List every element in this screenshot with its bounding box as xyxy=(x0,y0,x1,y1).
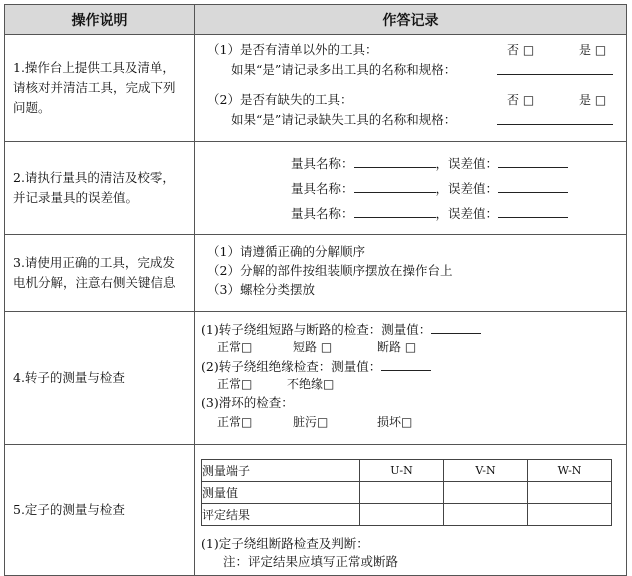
q1-note: 如果“是”请记录多出工具的名称和规格： xyxy=(231,62,457,77)
row-5-instruction: 5.定子的测量与检查 xyxy=(13,502,125,517)
gauge-error-label: ，误差值： xyxy=(435,181,499,196)
row-4-instruction: 4.转子的测量与检查 xyxy=(13,370,125,385)
header-answers: 作答记录 xyxy=(195,5,627,35)
gauge-name-field[interactable] xyxy=(354,179,436,193)
stator-measured-value-row xyxy=(202,482,612,504)
gauge-name-field[interactable] xyxy=(354,204,436,218)
rotor-insulation-label: (2)转子绕组绝缘检查：测量值： xyxy=(201,359,382,374)
worksheet-table xyxy=(4,4,627,576)
q1-extra-tools-field[interactable] xyxy=(497,61,613,75)
stator-col-v-n: V-N xyxy=(444,460,528,482)
header-instructions: 操作说明 xyxy=(5,5,195,35)
rotor-normal-checkbox[interactable]: 正常□ xyxy=(217,340,253,354)
stator-note: 注：评定结果应填写正常或断路 xyxy=(223,554,399,569)
insulation-normal-checkbox[interactable]: 正常□ xyxy=(217,377,253,391)
q2-note: 如果“是”请记录缺失工具的名称和规格： xyxy=(231,112,457,127)
stator-result-row xyxy=(202,504,612,526)
row-3-instruction-cell xyxy=(5,235,195,312)
rotor-short-open-value-field[interactable] xyxy=(431,320,481,334)
stator-measurement-table xyxy=(201,459,612,526)
rotor-open-checkbox[interactable]: 断路 □ xyxy=(377,340,417,354)
row-1-instruction: 1.操作台上提供工具及清单，请核对并清洁工具，完成下列问题。 xyxy=(13,60,176,115)
rotor-insulation-check xyxy=(201,357,431,376)
rotor-short-open-label: (1)转子绕组短路与断路的检查：测量值： xyxy=(201,322,432,337)
stator-col-w-n: W-N xyxy=(528,460,612,482)
gauge-error-field[interactable] xyxy=(498,179,568,193)
gauge-error-field[interactable] xyxy=(498,154,568,168)
row-1-answer-cell xyxy=(195,35,627,142)
disassembly-step-3: （3）螺栓分类摆放 xyxy=(207,282,315,297)
gauge-entry-3 xyxy=(291,204,568,223)
stator-v-n-value-cell[interactable] xyxy=(444,482,528,504)
stator-w-n-value-cell[interactable] xyxy=(528,482,612,504)
row-2-answer-cell xyxy=(195,142,627,235)
insulation-fail-checkbox[interactable]: 不绝缘□ xyxy=(287,377,335,391)
row-2 xyxy=(5,142,627,235)
gauge-name-label: 量具名称： xyxy=(291,181,354,196)
rotor-short-checkbox[interactable]: 短路 □ xyxy=(293,340,333,354)
row-1 xyxy=(5,35,627,142)
slip-ring-check-label: (3)滑环的检查： xyxy=(201,395,294,410)
stator-v-n-result-cell[interactable] xyxy=(444,504,528,526)
disassembly-step-1: （1）请遵循正确的分解顺序 xyxy=(207,244,365,259)
row-3-answer-cell xyxy=(195,235,627,312)
q1-no-checkbox[interactable]: 否 □ xyxy=(507,43,535,57)
stator-measured-value-label: 测量值 xyxy=(202,482,360,504)
rotor-short-open-check xyxy=(201,320,481,339)
gauge-name-label: 量具名称： xyxy=(291,156,354,171)
q2-missing-tools-field[interactable] xyxy=(497,111,613,125)
gauge-entry-1 xyxy=(291,154,568,173)
rotor-insulation-value-field[interactable] xyxy=(381,357,431,371)
q1-yes-checkbox[interactable]: 是 □ xyxy=(579,43,607,57)
row-2-instruction: 2.请执行量具的清洁及校零，并记录量具的误差值。 xyxy=(13,170,175,205)
stator-open-circuit-check: (1)定子绕组断路检查及判断： xyxy=(201,536,369,551)
gauge-error-field[interactable] xyxy=(498,204,568,218)
stator-w-n-result-cell[interactable] xyxy=(528,504,612,526)
header-row xyxy=(5,5,627,35)
q2-no-checkbox[interactable]: 否 □ xyxy=(507,93,535,107)
gauge-entry-2 xyxy=(291,179,568,198)
disassembly-step-2: （2）分解的部件按组装顺序摆放在操作台上 xyxy=(207,263,453,278)
row-3-instruction: 3.请使用正确的工具，完成发电机分解，注意右侧关键信息 xyxy=(13,255,176,290)
stator-u-n-value-cell[interactable] xyxy=(360,482,444,504)
slip-ring-normal-checkbox[interactable]: 正常□ xyxy=(217,415,253,429)
row-5-instruction-cell xyxy=(5,445,195,576)
gauge-name-field[interactable] xyxy=(354,154,436,168)
gauge-name-label: 量具名称： xyxy=(291,206,354,221)
stator-u-n-result-cell[interactable] xyxy=(360,504,444,526)
q1-label: （1）是否有清单以外的工具： xyxy=(207,42,378,57)
stator-result-label: 评定结果 xyxy=(202,504,360,526)
row-4-answer-cell xyxy=(195,312,627,445)
row-4-instruction-cell xyxy=(5,312,195,445)
slip-ring-damaged-checkbox[interactable]: 损坏□ xyxy=(377,415,413,429)
row-5 xyxy=(5,445,627,576)
gauge-error-label: ，误差值： xyxy=(435,156,499,171)
q2-yes-checkbox[interactable]: 是 □ xyxy=(579,93,607,107)
row-1-instruction-cell xyxy=(5,35,195,142)
q2-label: （2）是否有缺失的工具： xyxy=(207,92,353,107)
slip-ring-dirty-checkbox[interactable]: 脏污□ xyxy=(293,415,329,429)
row-5-answer-cell xyxy=(195,445,627,576)
stator-terminal-label: 测量端子 xyxy=(202,460,360,482)
row-2-instruction-cell xyxy=(5,142,195,235)
stator-col-u-n: U-N xyxy=(360,460,444,482)
gauge-error-label: ，误差值： xyxy=(435,206,499,221)
stator-table-header-row xyxy=(202,460,612,482)
row-3 xyxy=(5,235,627,312)
row-4 xyxy=(5,312,627,445)
